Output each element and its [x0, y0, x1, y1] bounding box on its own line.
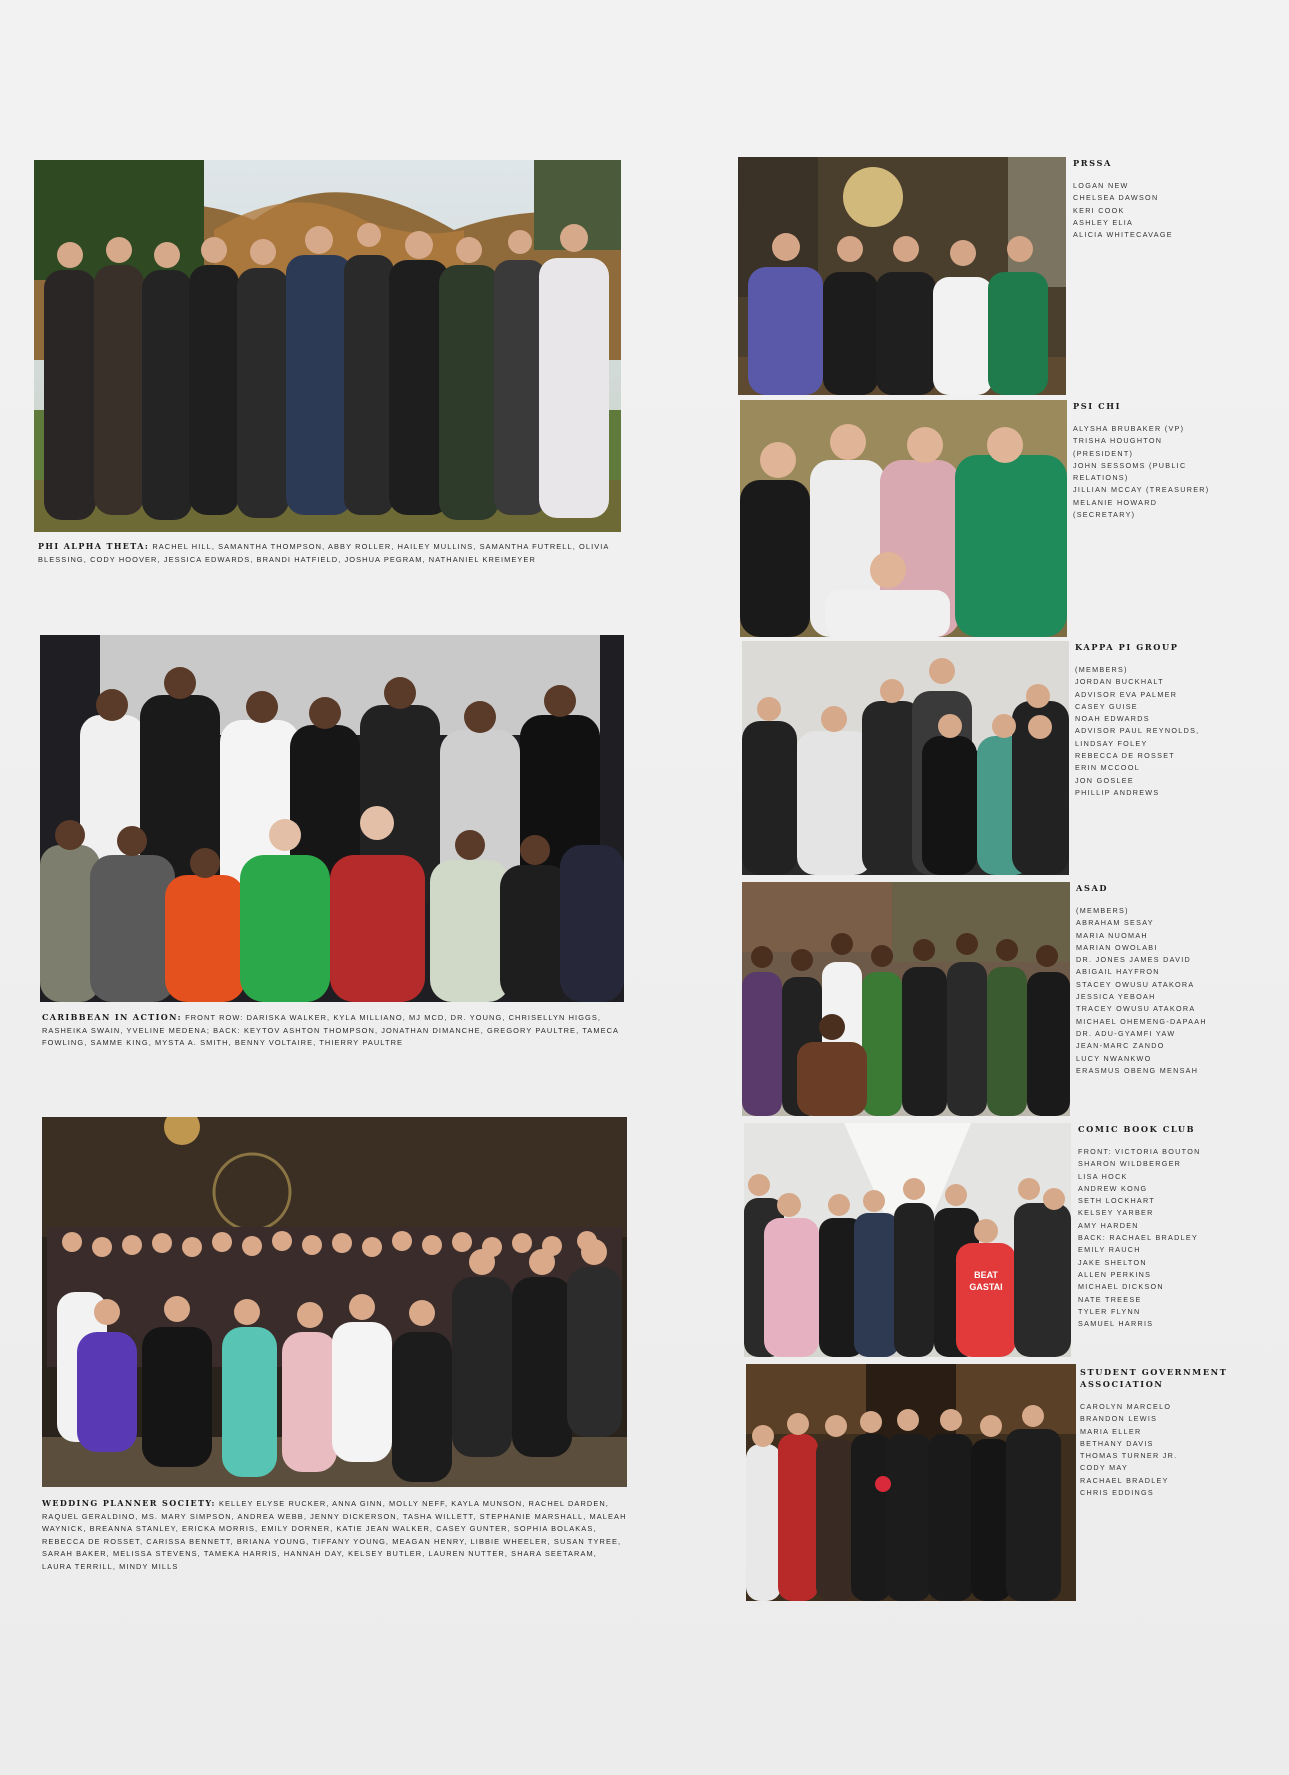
member-name: TRISHA HOUGHTON [1073, 436, 1163, 446]
comic-book-club-members [1078, 1146, 1243, 1330]
comic-book-club-photo [744, 1123, 1071, 1357]
member-name: AMY HARDEN [1078, 1220, 1139, 1230]
prssa-roster [1073, 157, 1238, 241]
member-name: DR. ADU-GYAMFI YAW [1076, 1028, 1176, 1038]
psi-chi-photo [740, 400, 1067, 637]
asad-roster [1076, 882, 1241, 1077]
psi-chi-title: PSI CHI [1073, 401, 1122, 411]
member-name: THOMAS TURNER JR. [1080, 1451, 1178, 1461]
member-name: LUCY NWANKWO [1076, 1053, 1152, 1063]
member-name: JON GOSLEE [1075, 775, 1134, 785]
wedding-planner-society-caption [42, 1497, 627, 1573]
member-name: BRANDON LEWIS [1080, 1414, 1158, 1424]
member-name: (SECRETARY) [1073, 510, 1136, 520]
member-name: ALLEN PERKINS [1078, 1269, 1152, 1279]
member-name: FRONT: VICTORIA BOUTON [1078, 1147, 1201, 1156]
member-name: CODY MAY [1080, 1463, 1129, 1473]
member-name: CHELSEA DAWSON [1073, 193, 1159, 203]
member-name: SAMUEL HARRIS [1078, 1319, 1154, 1329]
phi-alpha-theta-photo [34, 160, 621, 532]
member-name: ERIN MCCOOL [1075, 763, 1141, 773]
member-name: ERASMUS OBENG MENSAH [1076, 1065, 1199, 1075]
member-name: RELATIONS) [1073, 473, 1129, 483]
wedding-planner-society-members: KELLEY ELYSE RUCKER, ANNA GINN, MOLLY NEFF, KAYLA MUNSON, RACHEL DARDEN, RAQUEL GERALDINO, MS. MARY SIMPSON, ANDREA WEBB, JENNY DICKERSON, TASHA WILLETT, STEPHANIE MARSHALL, MALEAH WAYNICK, BREANNA STANLEY, ERICKA MORRIS, EMILY DORNER, KATIE JEAN WALKER, CASEY GUNTER, SOPHIA BOLAKAS, REBECCA DE ROSSET, CARISSA BENNETT, BRIANA YOUNG, TIFFANY YOUNG, MEAGAN HENRY, LIBBIE WHEELER, SUSAN TYREE, SARAH BAKER, MELISSA STEVENS, TAMEKA HARRIS, HANNAH DAY, KELSEY BUTLER, LAUREN NUTTER, SHARA SEETARAM, LAURA TERRILL, MINDY MILLS [42, 1499, 627, 1571]
caribbean-in-action-caption [42, 1011, 622, 1050]
member-name: JESSICA YEBOAH [1076, 992, 1156, 1002]
asad-photo [742, 882, 1070, 1116]
member-name: DR. JONES JAMES DAVID [1076, 955, 1192, 965]
member-name: CASEY GUISE [1075, 701, 1138, 711]
member-name: STACEY OWUSU ATAKORA [1076, 979, 1195, 989]
member-name: JORDAN BUCKHALT [1075, 677, 1164, 687]
shirt-text-line2: GASTAI [969, 1282, 1003, 1292]
member-name: LOGAN NEW [1073, 181, 1129, 190]
member-name: JAKE SHELTON [1078, 1257, 1147, 1267]
member-name: NATE TREESE [1078, 1294, 1142, 1304]
member-name: ALICIA WHITECAVAGE [1073, 230, 1173, 240]
member-name: (MEMBERS) [1075, 665, 1128, 674]
student-government-association-roster [1080, 1366, 1245, 1499]
member-name: JILLIAN MCCAY (TREASURER) [1073, 485, 1210, 495]
phi-alpha-theta-members: RACHEL HILL, SAMANTHA THOMPSON, ABBY ROLLER, HAILEY MULLINS, SAMANTHA FUTRELL, OLIVIA BLESSING, CODY HOOVER, JESSICA EDWARDS, BRANDI HATFIELD, JOSHUA PEGRAM, NATHANIEL KREIMEYER [38, 542, 610, 564]
caribbean-in-action-photo [40, 635, 624, 1002]
psi-chi-members [1073, 423, 1238, 521]
asad-title: ASAD [1076, 883, 1109, 893]
member-name: JOHN SESSOMS (PUBLIC [1073, 460, 1187, 470]
kappa-pi-group-members [1075, 664, 1240, 799]
member-name: EMILY RAUCH [1078, 1245, 1141, 1255]
student-government-association-title: STUDENT GOVERNMENT ASSOCIATION [1080, 1367, 1228, 1389]
member-name: MARIAN OWOLABI [1076, 942, 1158, 952]
member-name: SETH LOCKHART [1078, 1196, 1156, 1206]
asad-members [1076, 905, 1241, 1077]
member-name: ADVISOR PAUL REYNOLDS, [1075, 726, 1200, 736]
member-name: SHARON WILDBERGER [1078, 1159, 1182, 1169]
member-name: LINDSAY FOLEY [1075, 738, 1148, 748]
member-name: BETHANY DAVIS [1080, 1438, 1154, 1448]
member-name: ALYSHA BRUBAKER (VP) [1073, 424, 1185, 433]
kappa-pi-group-roster [1075, 641, 1240, 799]
member-name: JEAN-MARC ZANDO [1076, 1041, 1165, 1051]
shirt-text-line1: BEAT [974, 1270, 998, 1280]
member-name: ASHLEY ELIA [1073, 217, 1134, 227]
student-government-association-members [1080, 1401, 1245, 1499]
member-name: CHRIS EDDINGS [1080, 1488, 1155, 1498]
prssa-members [1073, 180, 1238, 241]
member-name: REBECCA DE ROSSET [1075, 751, 1175, 761]
member-name: ANDREW KONG [1078, 1183, 1148, 1193]
member-name: ABRAHAM SESAY [1076, 918, 1154, 928]
wedding-planner-society-photo [42, 1117, 627, 1487]
prssa-title: PRSSA [1073, 158, 1112, 168]
comic-book-club-roster [1078, 1123, 1243, 1330]
member-name: BACK: RACHAEL BRADLEY [1078, 1233, 1199, 1243]
member-name: ADVISOR EVA PALMER [1075, 689, 1178, 699]
member-name: MARIA ELLER [1080, 1426, 1142, 1436]
member-name: MICHAEL DICKSON [1078, 1282, 1164, 1292]
member-name: TRACEY OWUSU ATAKORA [1076, 1004, 1196, 1014]
member-name: RACHAEL BRADLEY [1080, 1475, 1169, 1485]
caribbean-in-action-title: CARIBBEAN IN ACTION: [42, 1012, 182, 1022]
psi-chi-roster [1073, 400, 1238, 521]
member-name: KELSEY YARBER [1078, 1208, 1154, 1218]
phi-alpha-theta-caption [38, 540, 618, 566]
member-name: MELANIE HOWARD [1073, 497, 1158, 507]
member-name: TYLER FLYNN [1078, 1306, 1141, 1316]
member-name: KERI COOK [1073, 205, 1125, 215]
member-name: MICHAEL OHEMENG-DAPAAH [1076, 1016, 1207, 1026]
prssa-photo [738, 157, 1066, 395]
member-name: PHILLIP ANDREWS [1075, 787, 1160, 797]
phi-alpha-theta-title: PHI ALPHA THETA: [38, 541, 150, 551]
comic-book-club-title: COMIC BOOK CLUB [1078, 1124, 1196, 1134]
kappa-pi-group-photo [742, 641, 1069, 875]
kappa-pi-group-title: KAPPA PI GROUP [1075, 642, 1179, 652]
caribbean-in-action-members: FRONT ROW: DARISKA WALKER, KYLA MILLIANO, MJ MCD, DR. YOUNG, CHRISELLYN HIGGS, RASHEIKA SWAIN, YVELINE MEDENA; BACK: KEYTOV ASHTON THOMPSON, JONATHAN DIMANCHE, GREGORY PAULTRE, TAMECA FOWLING, SAMME KING, MYSTA A. SMITH, BENNY VOLTAIRE, THIERRY PAULTRE [42, 1013, 619, 1047]
wedding-planner-society-title: WEDDING PLANNER SOCIETY: [42, 1498, 216, 1508]
member-name: LISA HOCK [1078, 1171, 1128, 1181]
member-name: ABIGAIL HAYFRON [1076, 967, 1160, 977]
member-name: CAROLYN MARCELO [1080, 1402, 1172, 1411]
member-name: (MEMBERS) [1076, 906, 1129, 915]
member-name: (PRESIDENT) [1073, 448, 1134, 458]
member-name: MARIA NUOMAH [1076, 930, 1148, 940]
member-name: NOAH EDWARDS [1075, 714, 1150, 724]
student-government-association-photo [746, 1364, 1076, 1601]
